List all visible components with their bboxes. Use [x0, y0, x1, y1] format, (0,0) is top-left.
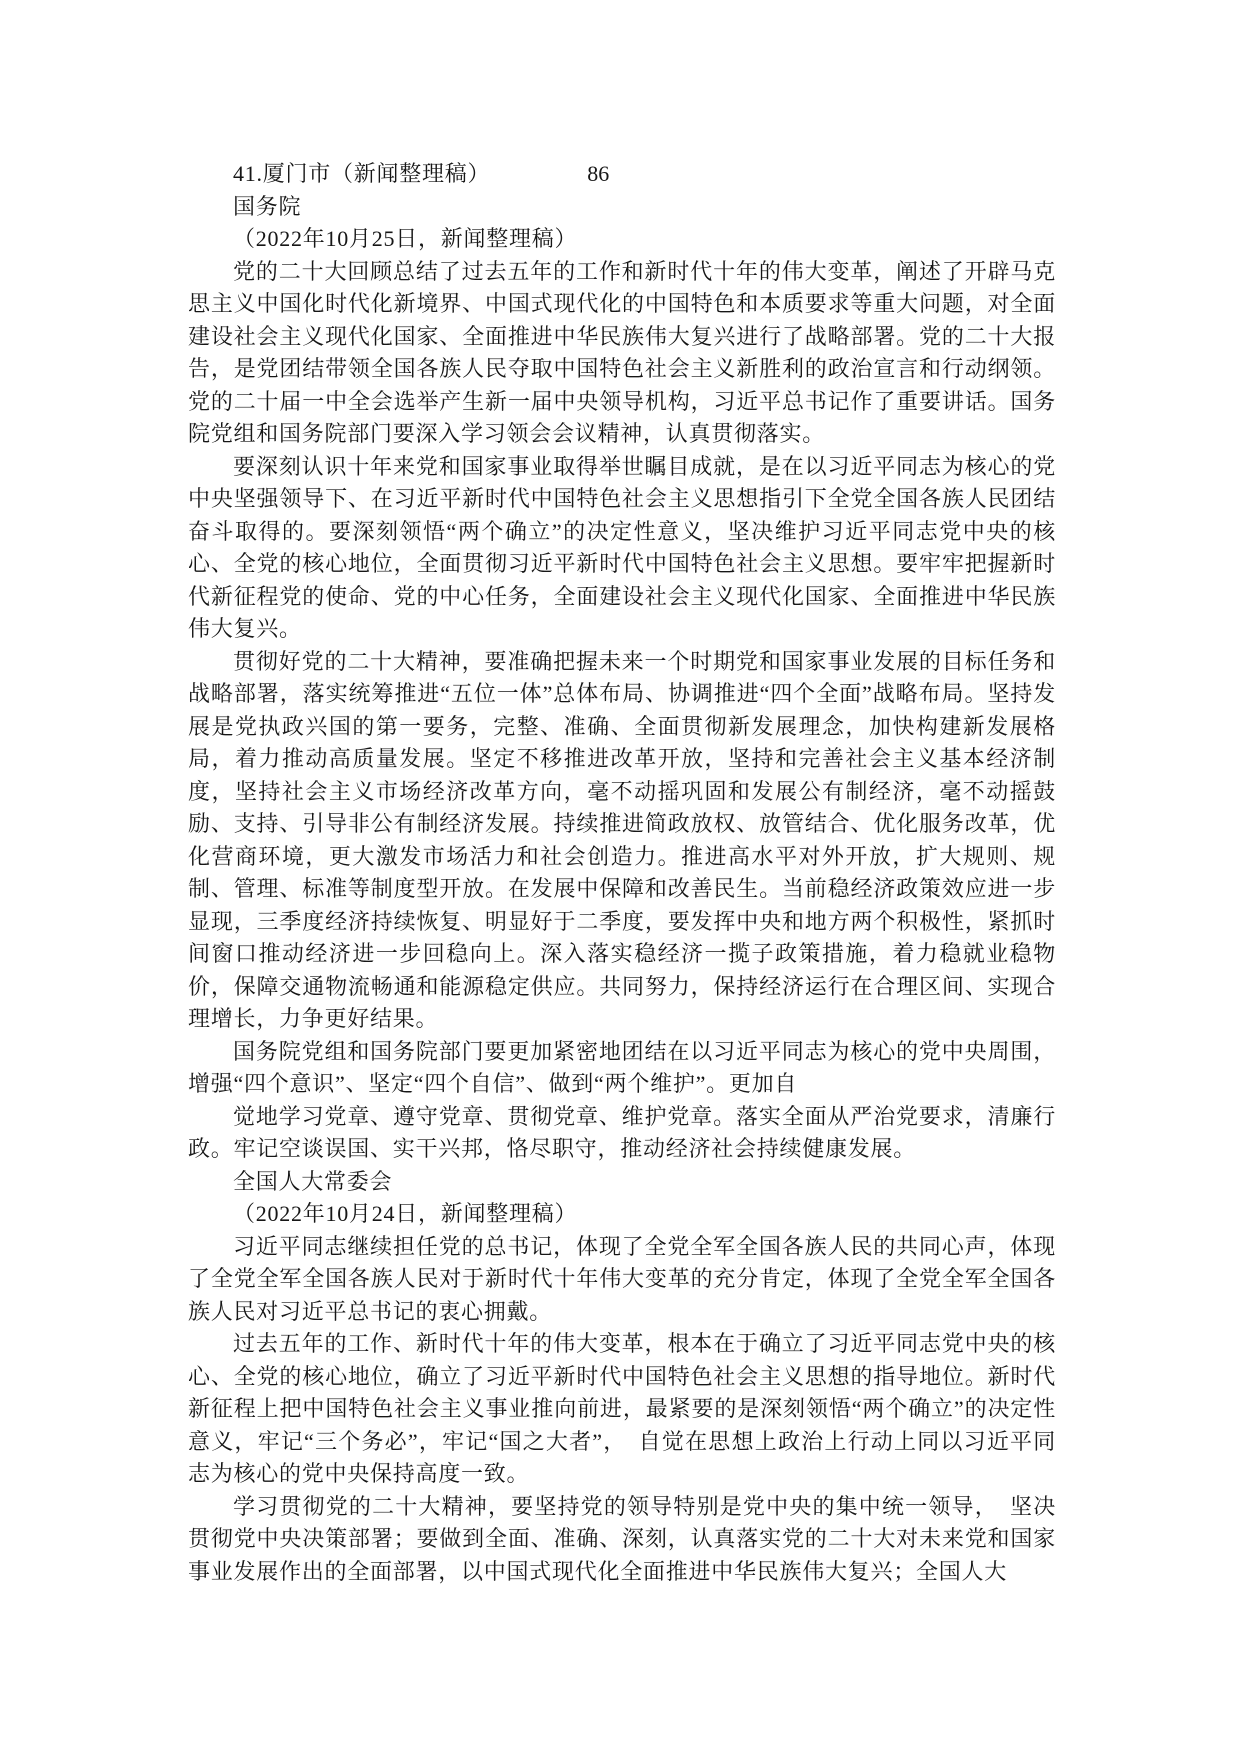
text-column — [188, 158, 1056, 1588]
section-dateline: （2022年10月24日，新闻整理稿） — [233, 1201, 578, 1226]
body-paragraph: 党的二十大回顾总结了过去五年的工作和新时代十年的伟大变革，阐述了开辟马克思主义中国化时代化新境界、中国式现代化的中国特色和本质要求等重大问题，对全面建设社会主义现代化国家、全面推进中华民族伟大复兴进行了战略部署。党的二十大报告，是党团结带领全国各族人民夺取中国特色社会主义新胜利的政治宣言和行动纲领。党的二十届一中全会选举产生新一届中央领导机构，习近平总书记作了重要讲话。国务院党组和国务院部门要深入学习领会会议精神，认真贯彻落实。 — [188, 258, 1056, 446]
toc-entry-title: 41.厦门市（新闻整理稿） — [233, 161, 491, 186]
body-paragraph: 贯彻好党的二十大精神，要准确把握未来一个时期党和国家事业发展的目标任务和战略部署，落实统筹推进“五位一体”总体布局、协调推进“四个全面”战略布局。坚持发展是党执政兴国的第一要务，完整、准确、全面贯彻新发展理念，加快构建新发展格局，着力推动高质量发展。坚定不移推进改革开放，坚持和完善社会主义基本经济制度，坚持社会主义市场经济改革方向，毫不动摇巩固和发展公有制经济，毫不动摇鼓励、支持、引导非公有制经济发展。持续推进简政放权、放管结合、优化服务改革，优化营商环境，更大激发市场活力和社会创造力。推进高水平对外开放，扩大规则、规制、管理、标准等制度型开放。在发展中保障和改善民生。当前稳经济政策效应进一步显现，三季度经济持续恢复、明显好于二季度，要发挥中央和地方两个积极性，紧抓时间窗口推动经济进一步回稳向上。深入落实稳经济一揽子政策措施，着力稳就业稳物价，保障交通物流畅通和能源稳定供应。共同努力，保持经济运行在合理区间、实现合理增长，力争更好结果。 — [188, 648, 1056, 1031]
body-paragraph: 习近平同志继续担任党的总书记，体现了全党全军全国各族人民的共同心声，体现了全党全军全国各族人民对于新时代十年伟大变革的充分肯定，体现了全党全军全国各族人民对习近平总书记的衷心拥戴。 — [188, 1233, 1056, 1324]
body-paragraph: 觉地学习党章、遵守党章、贯彻党章、维护党章。落实全面从严治党要求，清廉行政。牢记空谈误国、实干兴邦，恪尽职守，推动经济社会持续健康发展。 — [188, 1103, 1056, 1161]
body-paragraph: 要深刻认识十年来党和国家事业取得举世瞩目成就，是在以习近平同志为核心的党中央坚强领导下、在习近平新时代中国特色社会主义思想指引下全党全国各族人民团结奋斗取得的。要深刻领悟“两个确立”的决定性意义，坚决维护习近平同志党中央的核心、全党的核心地位，全面贯彻习近平新时代中国特色社会主义思想。要牢牢把握新时代新征程党的使命、党的中心任务，全面建设社会主义现代化国家、全面推进中华民族伟大复兴。 — [188, 453, 1056, 641]
section-heading: 全国人大常委会 — [233, 1168, 393, 1194]
toc-entry — [188, 158, 1056, 191]
section-dateline: （2022年10月25日，新闻整理稿） — [233, 226, 578, 251]
body-paragraph: 过去五年的工作、新时代十年的伟大变革，根本在于确立了习近平同志党中央的核心、全党的核心地位，确立了习近平新时代中国特色社会主义思想的指导地位。新时代新征程上把中国特色社会主义事业推向前进，最紧要的是深刻领悟“两个确立”的决定性意义，牢记“三个务必”，牢记“国之大者”， 自觉在思想上政治上行动上同以习近平同志为核心的党中央保持高度一致。 — [188, 1331, 1056, 1486]
toc-page-number: 86 — [587, 161, 610, 186]
body-paragraph: 国务院党组和国务院部门要更加紧密地团结在以习近平同志为核心的党中央周围，增强“四个意识”、坚定“四个自信”、做到“两个维护”。更加自 — [188, 1038, 1056, 1096]
section-heading: 国务院 — [233, 193, 302, 219]
body-paragraph: 学习贯彻党的二十大精神，要坚持党的领导特别是党中央的集中统一领导， 坚决贯彻党中央决策部署；要做到全面、准确、深刻，认真落实党的二十大对未来党和国家事业发展作出的全面部署，以中国式现代化全面推进中华民族伟大复兴；全国人大 — [188, 1493, 1056, 1584]
